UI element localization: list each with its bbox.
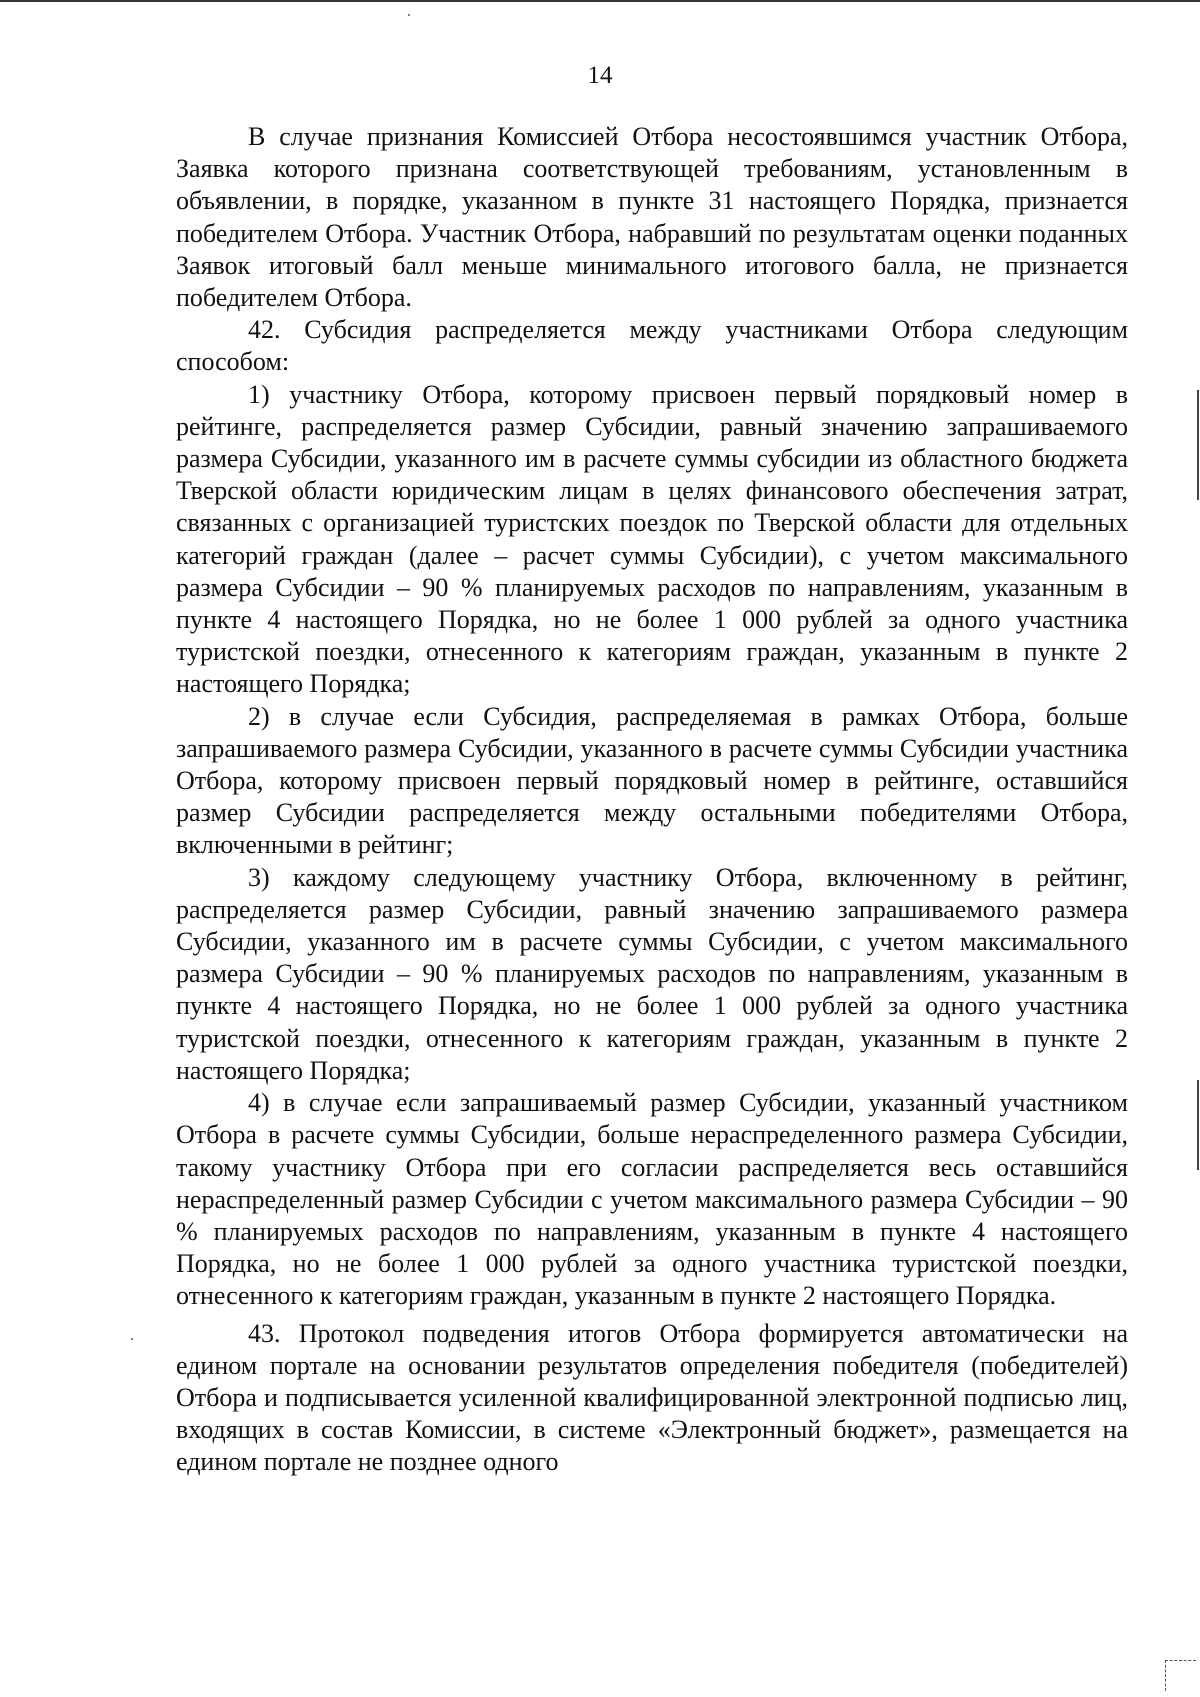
paragraph-42-item-4: 4) в случае если запрашиваемый размер Субсидии, указанный участником Отбора в расчете суммы Субсидии, больше нераспределенного размера Субсидии, такому участнику Отбора при его согласии распределяется весь оставшийся нераспределенный размер Субсидии с учетом максимального размера Субсидии – 90 % планируемых расходов по направлениям, указанным в пункте 4 настоящего Порядка, но не более 1 000 рублей за одного участника туристской поездки, отнесенного к категориям граждан, указанным в пункте 2 настоящего Порядка. (176, 1088, 1128, 1311)
paragraph-43-protocol: 43. Протокол подведения итогов Отбора формируется автоматически на едином портале на основании результатов определения победителя (победителей) Отбора и подписывается усиленной квалифицированной электронной подписью лиц, входящих в состав Комиссии, в системе «Электронный бюджет», размещается на едином портале не позднее одного (176, 1318, 1128, 1477)
page-number: 14 (587, 62, 613, 89)
paragraph-42-item-2: 2) в случае если Субсидия, распределяемая в рамках Отбора, больше запрашиваемого размера Субсидии, указанного в расчете суммы Субсидии участника Отбора, которому присвоен первый порядковый номер в рейтинге, оставшийся размер Субсидии распределяется между остальными победителями Отбора, включенными в рейтинг; (176, 701, 1128, 860)
document-body (176, 121, 1128, 1479)
paragraph-42-distribution: 42. Субсидия распределяется между участниками Отбора следующим способом: (176, 315, 1128, 377)
paragraph-recognition-winner: В случае признания Комиссией Отбора несостоявшимся участник Отбора, Заявка которого признана соответствующей требованиям, установленным в объявлении, в порядке, указанном в пункте 31 настоящего Порядка, признается победителем Отбора. Участник Отбора, набравший по результатам оценки поданных Заявок итоговый балл меньше минимального итогового балла, не признается победителем Отбора. (176, 122, 1128, 313)
scan-edge-line (0, 0, 1200, 2)
scan-speck (131, 1338, 133, 1340)
paragraph-42-item-1: 1) участнику Отбора, которому присвоен первый порядковый номер в рейтинге, распределяется размер Субсидии, равный значению запрашиваемого размера Субсидии, указанного им в расчете суммы субсидии из областного бюджета Тверской области юридическим лицам в целях финансового обеспечения затрат, связанных с организацией туристских поездок по Тверской области для отдельных категорий граждан (далее – расчет суммы Субсидии), с учетом максимального размера Субсидии – 90 % планируемых расходов по направлениям, указанным в пункте 4 настоящего Порядка, но не более 1 000 рублей за одного участника туристской поездки, отнесенного к категориям граждан, указанным в пункте 2 настоящего Порядка; (176, 379, 1128, 699)
scan-edge-mark (1197, 1080, 1199, 1170)
paragraph-42-item-3: 3) каждому следующему участнику Отбора, включенному в рейтинг, распределяется размер Субсидии, равный значению запрашиваемого размера Субсидии, указанного им в расчете суммы Субсидии, с учетом максимального размера Субсидии – 90 % планируемых расходов по направлениям, указанным в пункте 4 настоящего Порядка, но не более 1 000 рублей за одного участника туристской поездки, отнесенного к категориям граждан, указанным в пункте 2 настоящего Порядка; (176, 862, 1128, 1085)
scan-corner-mark (1165, 1660, 1196, 1691)
scan-speck (408, 14, 410, 16)
scan-edge-mark (1197, 390, 1199, 500)
